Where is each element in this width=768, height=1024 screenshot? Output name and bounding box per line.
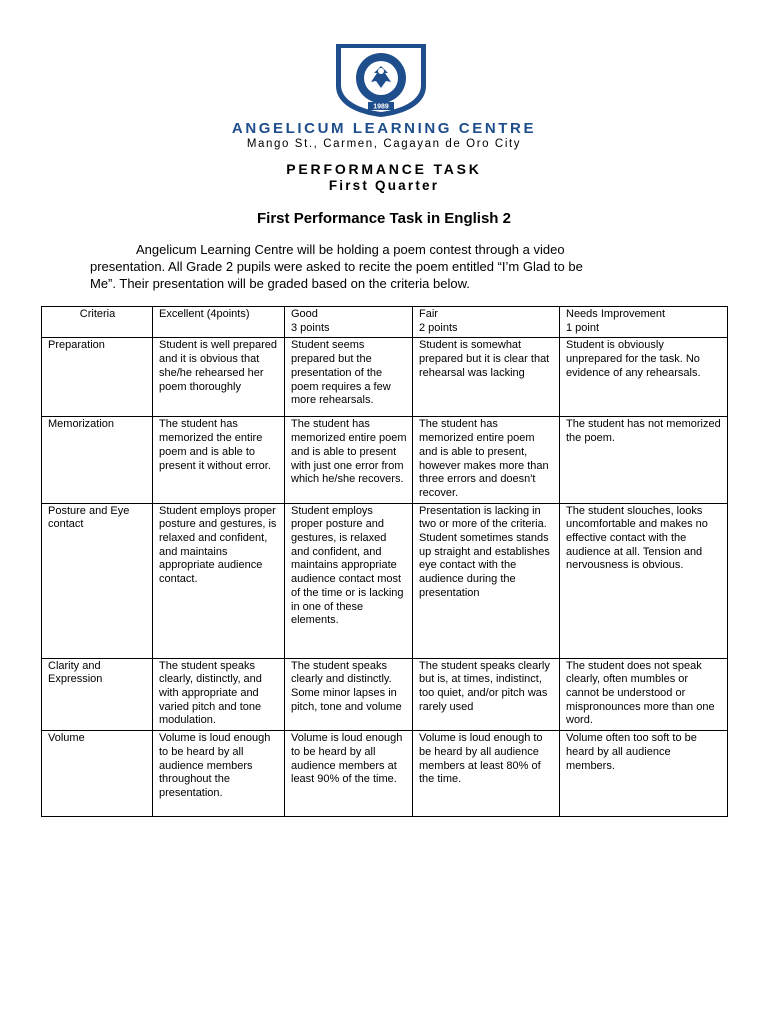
needs-cell: The student has not memorized the poem. xyxy=(560,417,728,503)
col-header-fair: Fair 2 points xyxy=(413,307,560,338)
rubric-table xyxy=(41,306,728,817)
task-quarter: First Quarter xyxy=(328,178,440,193)
excellent-cell: The student speaks clearly, distinctly, and with appropriate and varied pitch and tone modulation. xyxy=(153,658,285,731)
needs-cell: The student slouches, looks uncomfortable and makes no effective contact with the audience at all. Tension and nervousness is obvious. xyxy=(560,503,728,658)
criteria-cell: Preparation xyxy=(42,338,153,417)
criteria-cell: Posture and Eye contact xyxy=(42,503,153,658)
excellent-cell: Volume is loud enough to be heard by all audience members throughout the presentation. xyxy=(153,731,285,817)
excellent-cell: The student has memorized the entire poem and is able to present it without error. xyxy=(153,417,285,503)
table-row xyxy=(42,503,728,658)
document-heading: First Performance Task in English 2 xyxy=(257,210,511,227)
table-row xyxy=(42,731,728,817)
needs-cell: The student does not speak clearly, often mumbles or cannot be understood or mispronounces more than one word. xyxy=(560,658,728,731)
needs-cell: Student is obviously unprepared for the task. No evidence of any rehearsals. xyxy=(560,338,728,417)
fair-cell: Student is somewhat prepared but it is clear that rehearsal was lacking xyxy=(413,338,560,417)
fair-cell xyxy=(413,503,560,658)
table-row xyxy=(42,417,728,503)
fair-cell: Volume is loud enough to be heard by all audience members at least 80% of the time. xyxy=(413,731,560,817)
intro-line-2: presentation. All Grade 2 pupils were asked to recite the poem entitled “I’m Glad to be xyxy=(90,259,583,274)
intro-line-3: Me”. Their presentation will be graded based on the criteria below. xyxy=(90,276,470,291)
col-header-good: Good 3 points xyxy=(285,307,413,338)
col-header-criteria: Criteria xyxy=(42,307,153,338)
needs-cell: Volume often too soft to be heard by all audience members. xyxy=(560,731,728,817)
criteria-cell: Clarity and Expression xyxy=(42,658,153,731)
school-address: Mango St., Carmen, Cagayan de Oro City xyxy=(246,138,522,150)
good-cell: Student employs proper posture and gestures, is relaxed and confident, and maintains appropriate audience contact most of the time or is lacking in one of these elements. xyxy=(285,503,413,658)
col-header-excellent: Excellent (4points) xyxy=(153,307,285,338)
fair-cell: The student speaks clearly but is, at times, indistinct, too quiet, and/or pitch was rarely used xyxy=(413,658,560,731)
good-cell: The student has memorized entire poem and is able to present with just one error from which he/she recovers. xyxy=(285,417,413,503)
fair-cell: The student has memorized entire poem and is able to present, however makes more than three errors and doesn't recover. xyxy=(413,417,560,503)
rubric-header-row xyxy=(42,307,728,338)
table-row xyxy=(42,338,728,417)
school-seal-icon xyxy=(330,42,432,118)
col-header-needs-improvement: Needs Improvement 1 point xyxy=(560,307,728,338)
criteria-cell: Volume xyxy=(42,731,153,817)
school-name: ANGELICUM LEARNING CENTRE xyxy=(231,120,537,137)
criteria-cell: Memorization xyxy=(42,417,153,503)
good-cell: Volume is loud enough to be heard by all audience members at least 90% of the time. xyxy=(285,731,413,817)
intro-paragraph xyxy=(90,241,690,292)
logo-year: 1989 xyxy=(373,103,389,111)
good-cell: Student seems prepared but the presentation of the poem requires a few more rehearsals. xyxy=(285,338,413,417)
good-cell: The student speaks clearly and distinctly. Some minor lapses in pitch, tone and volume xyxy=(285,658,413,731)
fair-cell-line-1: Presentation is lacking in two or more of the criteria. xyxy=(419,504,547,531)
excellent-cell: Student employs proper posture and gestures, is relaxed and confident, and maintains appropriate audience contact. xyxy=(153,503,285,658)
fair-cell-line-2: Student sometimes stands up straight and establishes eye contact with the audience during the presentation xyxy=(419,532,550,599)
excellent-cell: Student is well prepared and it is obvious that she/he rehearsed her poem thoroughly xyxy=(153,338,285,417)
intro-line-1: Angelicum Learning Centre will be holding a poem contest through a video xyxy=(136,242,565,257)
task-title: PERFORMANCE TASK xyxy=(286,161,482,177)
table-row xyxy=(42,658,728,731)
